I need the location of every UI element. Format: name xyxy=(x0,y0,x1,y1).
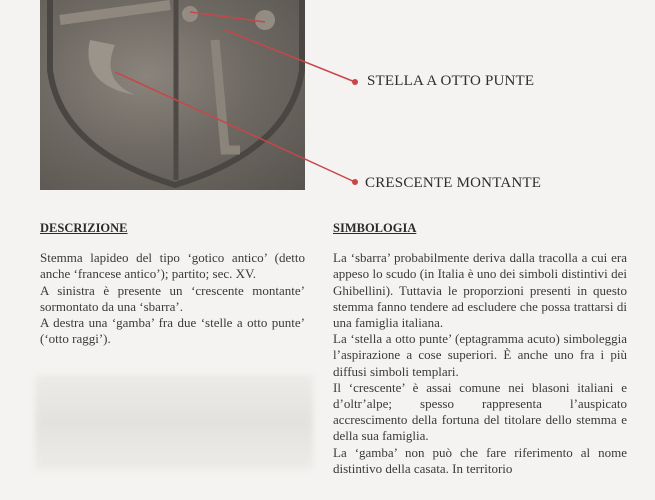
symbology-paragraph: La ‘stella a otto punte’ (eptagramma acuto) simboleggia l’aspirazione a cose superiori. È anche uno fra i più diffusi simboli templari. xyxy=(333,331,627,379)
description-paragraph: A sinistra è presente un ‘crescente montante’ sormontato da una ‘sbarra’. xyxy=(40,282,305,314)
symbology-paragraph: La ‘gamba’ non può che fare riferimento al nome distintivo della casata. In territorio xyxy=(333,444,627,476)
label-star: STELLA A OTTO PUNTE xyxy=(367,73,535,89)
description-section xyxy=(40,220,305,347)
symbology-heading: SIMBOLOGIA xyxy=(333,221,417,235)
symbology-paragraph: Il ‘crescente’ è assai comune nei blasoni italiani e d’oltr’alpe; spesso rappresenta l’auspicato accrescimento della fortuna del titolare dello stemma e della sua famiglia. xyxy=(333,379,627,444)
description-heading: DESCRIZIONE xyxy=(40,221,128,235)
symbology-section xyxy=(333,220,627,477)
description-paragraph: A destra una ‘gamba’ fra due ‘stelle a otto punte’ (‘otto raggi’). xyxy=(40,315,305,347)
description-paragraph: Stemma lapideo del tipo ‘gotico antico’ (detto anche ‘francese antico’); partito; sec. XV. xyxy=(40,250,305,282)
redacted-area xyxy=(35,375,313,470)
symbology-paragraph: La ‘sbarra’ probabilmente deriva dalla tracolla a cui era appeso lo scudo (in Italia è uno dei simboli distintivi dei Ghibellini). Tuttavia le proporzioni presenti in questo stemma fanno tendere ad escludere che possa trattarsi di una famiglia italiana. xyxy=(333,250,627,331)
label-crescent: CRESCENTE MONTANTE xyxy=(365,175,542,191)
